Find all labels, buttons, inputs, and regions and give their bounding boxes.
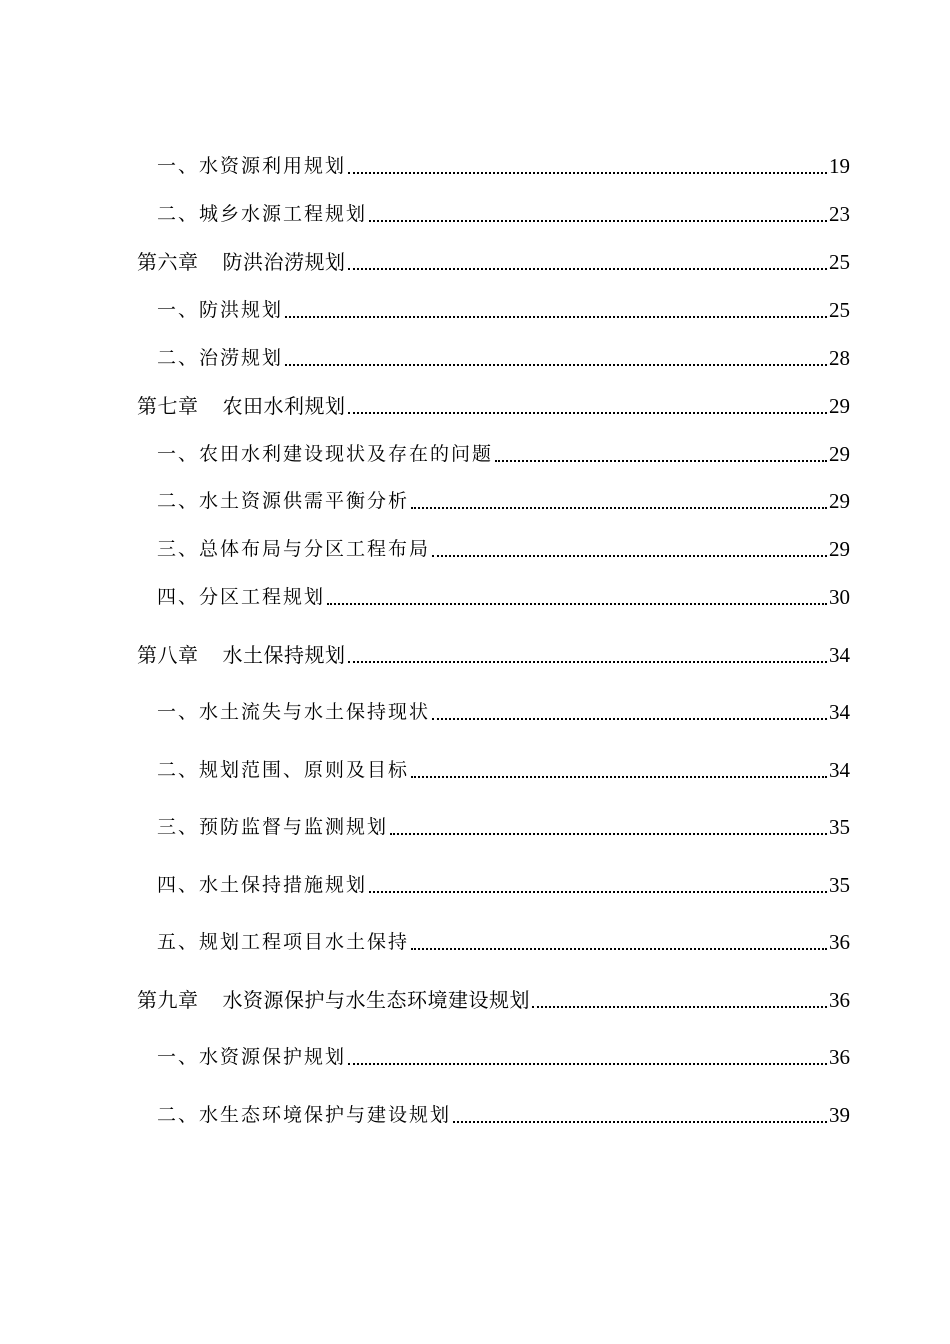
- toc-entry-label: 三、总体布局与分区工程布局: [157, 538, 431, 560]
- toc-chapter-9[interactable]: [137, 985, 850, 1015]
- dot-leader: [432, 555, 827, 557]
- dot-leader: [348, 172, 827, 174]
- chapter-number: 第六章: [137, 250, 199, 274]
- toc-chapter-6[interactable]: [137, 247, 850, 277]
- toc-entry-label: 一、水资源保护规划: [157, 1046, 347, 1068]
- dot-leader: [348, 1063, 827, 1065]
- toc-chapter-label: [137, 247, 346, 277]
- toc-chapter-label: [137, 640, 346, 670]
- toc-entry-water-protection[interactable]: [157, 1042, 850, 1072]
- dot-leader: [348, 412, 828, 414]
- toc-entry-waterlogging[interactable]: [157, 343, 850, 373]
- toc-entry-eco-environment[interactable]: [157, 1100, 850, 1130]
- toc-entry-page: 34: [829, 700, 850, 724]
- chapter-number: 第九章: [137, 988, 199, 1012]
- toc-entry-zone-engineering[interactable]: [157, 582, 850, 612]
- toc-entry-conservation-measures[interactable]: [157, 870, 850, 900]
- toc-entry-page: 30: [829, 585, 850, 609]
- dot-leader: [285, 316, 827, 318]
- toc-entry-scope-principles[interactable]: [157, 755, 850, 785]
- dot-leader: [327, 603, 827, 605]
- dot-leader: [369, 891, 827, 893]
- toc-entry-page: 19: [829, 154, 850, 178]
- toc-entry-irrigation-status[interactable]: [157, 439, 850, 469]
- chapter-title: 农田水利规划: [222, 394, 346, 418]
- toc-chapter-8[interactable]: [137, 640, 850, 670]
- toc-entry-project-conservation[interactable]: [157, 927, 850, 957]
- dot-leader: [411, 507, 827, 509]
- toc-entry-page: 34: [829, 643, 850, 667]
- dot-leader: [348, 661, 828, 663]
- toc-entry-page: 29: [829, 537, 850, 561]
- toc-entry-label: 一、农田水利建设现状及存在的问题: [157, 443, 494, 465]
- toc-chapter-label: [137, 391, 346, 421]
- toc-entry-prevention-monitoring[interactable]: [157, 812, 850, 842]
- dot-leader: [411, 948, 827, 950]
- chapter-title: 水资源保护与水生态环境建设规划: [222, 988, 530, 1012]
- dot-leader: [411, 776, 827, 778]
- toc-entry-supply-demand[interactable]: [157, 486, 850, 516]
- dot-leader: [532, 1006, 827, 1008]
- toc-chapter-7[interactable]: [137, 391, 850, 421]
- toc-entry-page: 28: [829, 346, 850, 370]
- toc-entry-label: 二、规划范围、原则及目标: [157, 759, 410, 781]
- chapter-title: 水土保持规划: [222, 643, 346, 667]
- toc-entry-water-source-engineering[interactable]: [157, 199, 850, 229]
- dot-leader: [285, 364, 827, 366]
- toc-entry-label: 二、城乡水源工程规划: [157, 203, 368, 225]
- chapter-number: 第八章: [137, 643, 199, 667]
- toc-entry-label: 一、防洪规划: [157, 299, 284, 321]
- toc-entry-label: 一、水资源利用规划: [157, 155, 347, 177]
- toc-entry-page: 36: [829, 988, 850, 1012]
- dot-leader: [495, 460, 827, 462]
- toc-entry-page: 35: [829, 873, 850, 897]
- toc-entry-label: 二、水土资源供需平衡分析: [157, 490, 410, 512]
- chapter-title: 防洪治涝规划: [222, 250, 346, 274]
- toc-entry-label: 四、分区工程规划: [157, 586, 326, 608]
- toc-entry-label: 四、水土保持措施规划: [157, 874, 368, 896]
- toc-entry-page: 36: [829, 1045, 850, 1069]
- dot-leader: [453, 1121, 827, 1123]
- dot-leader: [432, 718, 827, 720]
- toc-entry-label: 二、水生态环境保护与建设规划: [157, 1104, 452, 1126]
- dot-leader: [390, 833, 827, 835]
- toc-entry-label: 五、规划工程项目水土保持: [157, 931, 410, 953]
- toc-entry-page: 29: [829, 489, 850, 513]
- dot-leader: [369, 220, 827, 222]
- toc-entry-page: 29: [829, 394, 850, 418]
- toc-chapter-label: [137, 985, 530, 1015]
- toc-entry-page: 36: [829, 930, 850, 954]
- toc-entry-label: 一、水土流失与水土保持现状: [157, 701, 431, 723]
- toc-entry-flood-control[interactable]: [157, 295, 850, 325]
- toc-entry-label: 三、预防监督与监测规划: [157, 816, 389, 838]
- toc-entry-page: 39: [829, 1103, 850, 1127]
- toc-entry-page: 25: [829, 298, 850, 322]
- toc-entry-page: 23: [829, 202, 850, 226]
- toc-entry-soil-erosion-status[interactable]: [157, 697, 850, 727]
- dot-leader: [348, 268, 828, 270]
- toc-entry-page: 34: [829, 758, 850, 782]
- toc-entry-water-resource-use[interactable]: [157, 151, 850, 181]
- chapter-number: 第七章: [137, 394, 199, 418]
- toc-entry-page: 25: [829, 250, 850, 274]
- toc-entry-page: 35: [829, 815, 850, 839]
- toc-entry-overall-layout[interactable]: [157, 534, 850, 564]
- toc-entry-page: 29: [829, 442, 850, 466]
- toc-entry-label: 二、治涝规划: [157, 347, 284, 369]
